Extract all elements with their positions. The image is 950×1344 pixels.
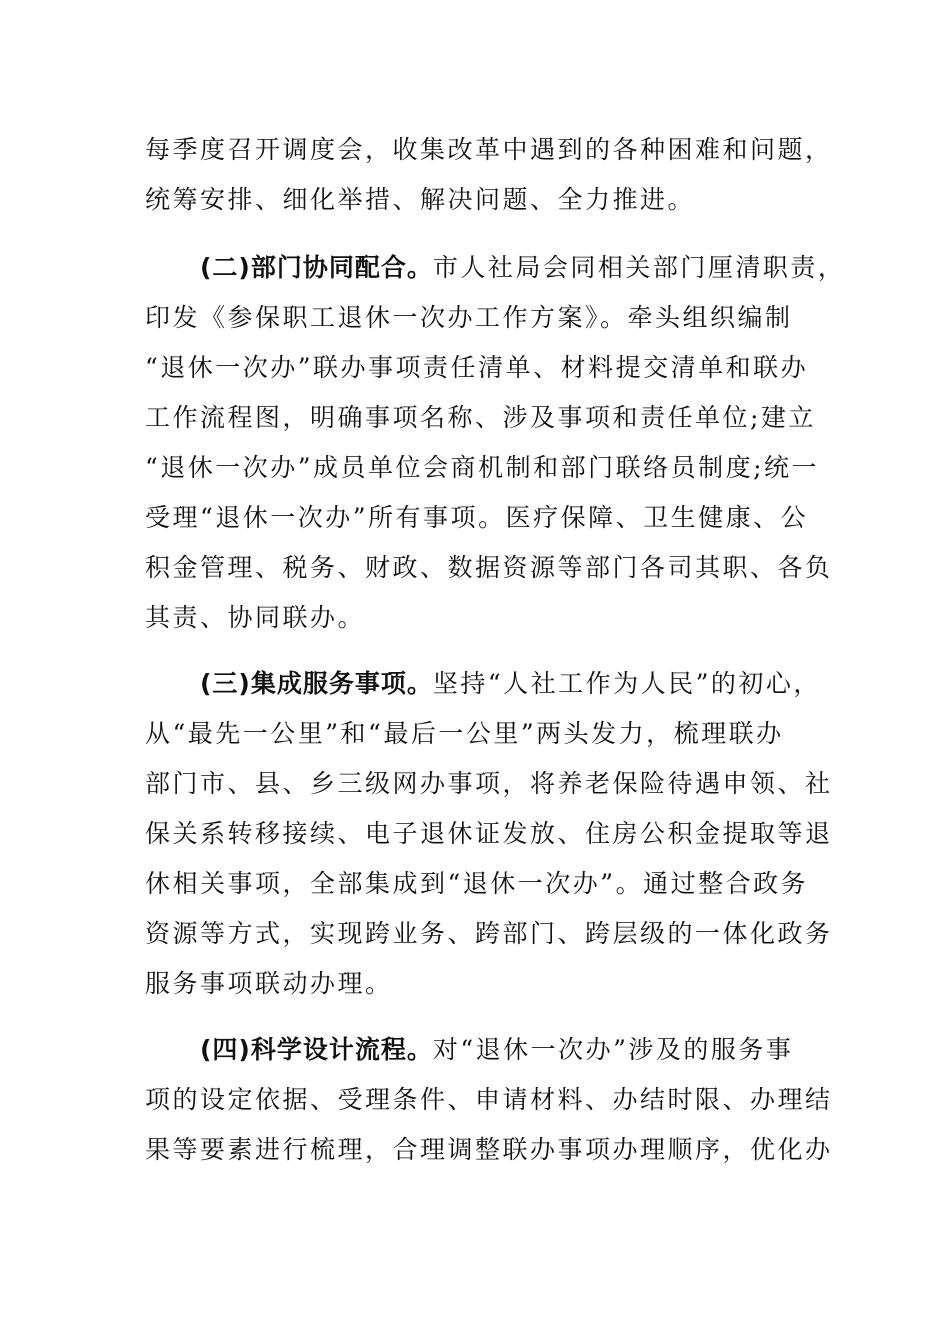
paragraph-text: 坚持“人社工作为人民”的初心， <box>432 669 821 698</box>
paragraph-line: 每季度召开调度会，收集改革中遇到的各种困难和问题， <box>145 135 833 164</box>
section-3-first-line <box>200 666 821 702</box>
section-4-first-line <box>200 1032 793 1068</box>
paragraph-line: 保关系转移接续、电子退休证发放、住房公积金提取等退 <box>145 819 833 848</box>
paragraph-text: 市人社局会同相关部门厘清职责， <box>432 253 846 282</box>
paragraph-line: 部门市、县、乡三级网办事项，将养老保险待遇申领、社 <box>145 769 833 798</box>
paragraph-line: 从“最先一公里”和“最后一公里”两头发力，梳理联办 <box>145 719 784 748</box>
section-heading: (三)集成服务事项。 <box>200 669 433 698</box>
paragraph-line: 受理“退休一次办”所有事项。医疗保障、卫生健康、公 <box>145 503 809 532</box>
paragraph-line: 印发《参保职工退休一次办工作方案》。牵头组织编制 <box>145 303 793 332</box>
paragraph-line: 休相关事项，全部集成到“退休一次办”。通过整合政务 <box>145 869 809 898</box>
section-heading: (四)科学设计流程。 <box>200 1035 433 1064</box>
paragraph-line: 统筹安排、细化举措、解决问题、全力推进。 <box>145 185 696 214</box>
paragraph-line: 积金管理、税务、财政、数据资源等部门各司其职、各负 <box>145 553 833 582</box>
paragraph-line: 果等要素进行梳理，合理调整联办事项办理顺序，优化办 <box>145 1135 833 1164</box>
paragraph-line: 工作流程图，明确事项名称、涉及事项和责任单位;建立 <box>145 403 816 432</box>
paragraph-line: 服务事项联动办理。 <box>145 969 393 998</box>
paragraph-text: 对“退休一次办”涉及的服务事 <box>432 1035 794 1064</box>
paragraph-line: “退休一次办”成员单位会商机制和部门联络员制度;统一 <box>145 453 819 482</box>
paragraph-line: 项的设定依据、受理条件、申请材料、办结时限、办理结 <box>145 1085 833 1114</box>
paragraph-line: 资源等方式，实现跨业务、跨部门、跨层级的一体化政务 <box>145 919 833 948</box>
section-2-first-line <box>200 250 845 286</box>
section-heading: (二)部门协同配合。 <box>200 253 433 282</box>
paragraph-line: 其责、协同联办。 <box>145 603 366 632</box>
paragraph-line: “退休一次办”联办事项责任清单、材料提交清单和联办 <box>145 353 809 382</box>
